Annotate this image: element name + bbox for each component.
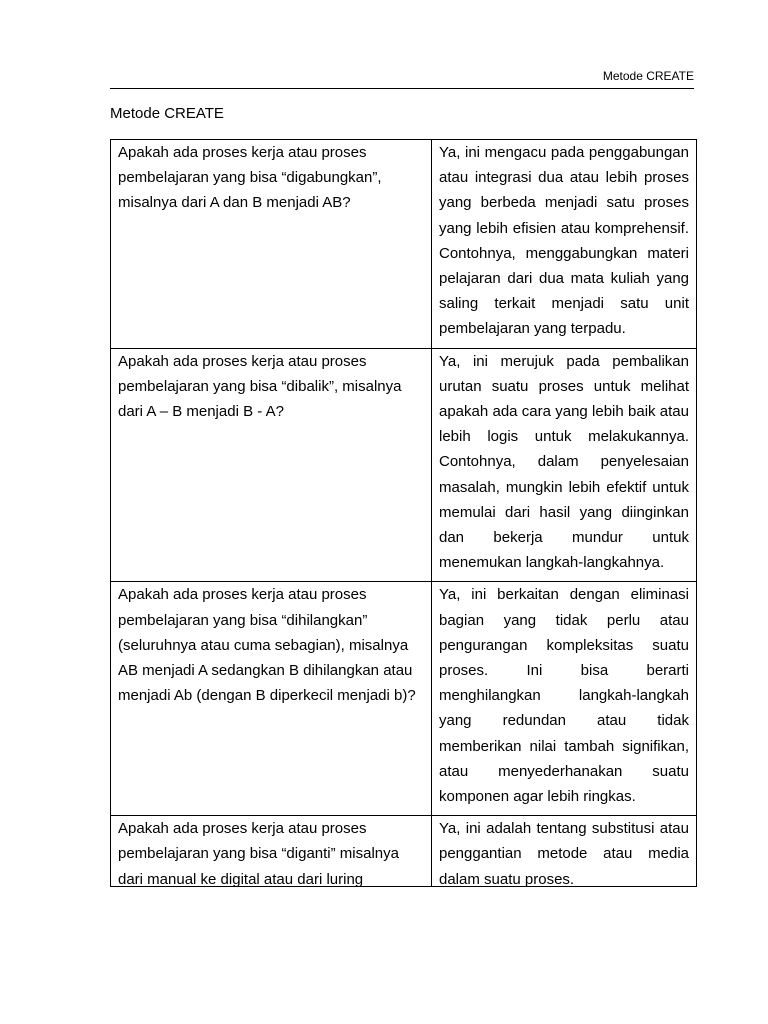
answer-text: Ya, ini adalah tentang substitusi atau penggantian metode atau media dalam suatu proses. xyxy=(439,820,689,887)
question-text: Apakah ada proses kerja atau proses pembelajaran yang bisa “diganti” misalnya dari manual ke digital atau dari luring xyxy=(118,820,399,887)
table-row xyxy=(111,348,697,582)
table-row xyxy=(111,816,697,887)
question-cell: Apakah ada proses kerja atau proses pembelajaran yang bisa “dihilangkan” (seluruhnya atau cuma sebagian), misalnya AB menjadi A sedangkan B dihilangkan atau menjadi Ab (dengan B diperkecil menjadi b)? xyxy=(111,582,432,816)
question-cell: Apakah ada proses kerja atau proses pembelajaran yang bisa “dibalik”, misalnya dari A – B menjadi B - A? xyxy=(111,348,432,582)
running-header: Metode CREATE xyxy=(602,69,694,83)
question-cell: Apakah ada proses kerja atau proses pembelajaran yang bisa “digabungkan”, misalnya dari A dan B menjadi AB? xyxy=(111,140,432,349)
answer-cell: Ya, ini berkaitan dengan eliminasi bagian yang tidak perlu atau pengurangan kompleksitas suatu proses. Ini bisa berarti menghilangkan langkah-langkah yang redundan atau tidak memberikan nilai tambah signifikan, atau menyederhanakan suatu komponen agar lebih ringkas. xyxy=(432,582,697,816)
table-row xyxy=(111,582,697,816)
section-title: Metode CREATE xyxy=(110,105,224,122)
answer-cell xyxy=(432,816,697,887)
answer-cell: Ya, ini mengacu pada penggabungan atau integrasi dua atau lebih proses yang berbeda menjadi satu proses yang lebih efisien atau komprehensif. Contohnya, menggabungkan materi pelajaran dari dua mata kuliah yang saling terkait menjadi satu unit pembelajaran yang terpadu. xyxy=(432,140,697,349)
header-rule xyxy=(110,88,694,89)
answer-cell: Ya, ini merujuk pada pembalikan urutan suatu proses untuk melihat apakah ada cara yang lebih baik atau lebih logis untuk melakukannya. Contohnya, dalam penyelesaian masalah, mungkin lebih efektif untuk memulai dari hasil yang diinginkan dan bekerja mundur untuk menemukan langkah-langkahnya. xyxy=(432,348,697,582)
question-cell xyxy=(111,816,432,887)
create-method-table xyxy=(110,139,697,887)
table-row xyxy=(111,140,697,349)
